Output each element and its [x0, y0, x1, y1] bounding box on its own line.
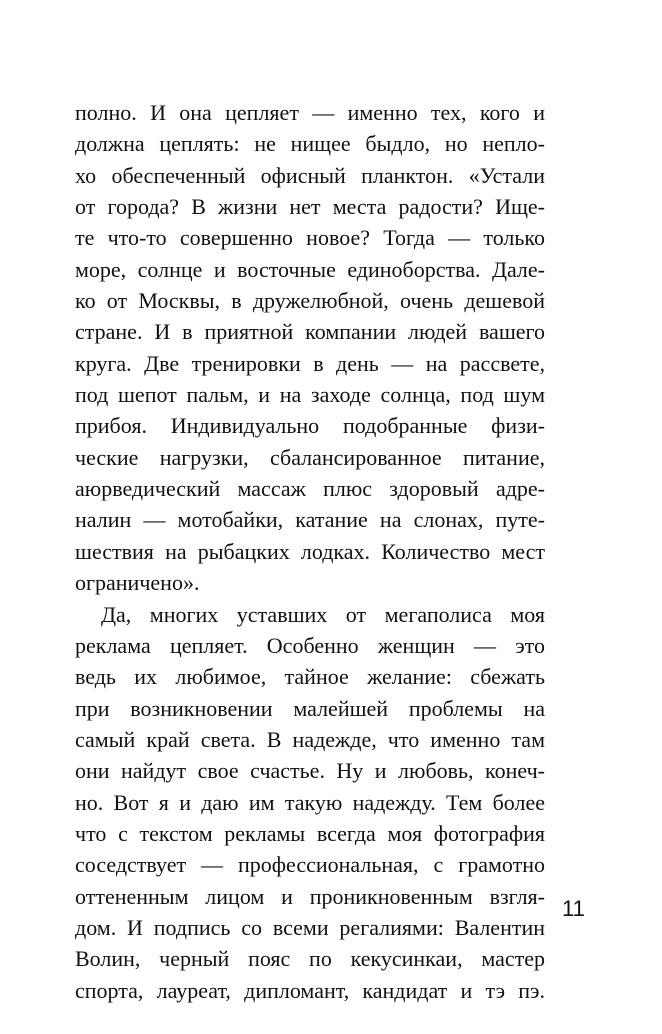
text-line: от города? В жизни нет места радости? Ище-	[75, 194, 545, 220]
text-line: самый край света. В надежде, что именно там	[75, 726, 545, 752]
text-line: дом. И подпись со всеми регалиями: Валентин	[75, 914, 545, 940]
text-line: что с текстом рекламы всегда моя фотография	[75, 820, 545, 846]
text-line: Волин, черный пояс по кекусинкаи, мастер	[75, 946, 545, 972]
text-line: круга. Две тренировки в день — на рассвете,	[75, 350, 545, 376]
text-line: соседствует — профессиональная, с грамотно	[75, 852, 545, 878]
text-line: ведь их любимое, тайное желание: сбежать	[75, 664, 545, 690]
text-line: они найдут свое счастье. Ну и любовь, конеч-	[75, 758, 545, 784]
text-line: спорта, лауреат, дипломант, кандидат и тэ пэ.	[75, 977, 545, 1003]
text-line: хо обеспеченный офисный планктон. «Устали	[75, 162, 545, 188]
text-line: под шепот пальм, и на заходе солнца, под шум	[75, 382, 545, 408]
text-line: Да, многих уставших от мегаполиса моя	[101, 601, 545, 627]
text-line: реклама цепляет. Особенно женщин — это	[75, 632, 545, 658]
text-line: ческие нагрузки, сбалансированное питание,	[75, 444, 545, 470]
text-line: должна цеплять: не нищее быдло, но непло-	[75, 131, 545, 157]
text-line: оттененным лицом и проникновенным взгля-	[75, 883, 545, 909]
text-line: налин — мотобайки, катание на слонах, путе-	[75, 507, 545, 533]
paragraph-2	[75, 599, 545, 1006]
text-line: стране. И в приятной компании людей вашего	[75, 319, 545, 345]
text-line: но. Вот я и даю им такую надежду. Тем более	[75, 789, 545, 815]
text-line: те что-то совершенно новое? Тогда — только	[75, 225, 545, 251]
paragraph-1	[75, 97, 545, 599]
text-line: прибоя. Индивидуально подобранные физи-	[75, 413, 545, 439]
text-line: при возникновении малейшей проблемы на	[75, 695, 545, 721]
text-line: полно. И она цепляет — именно тех, кого и	[75, 100, 545, 125]
text-line: шествия на рыбацких лодках. Количество мест	[75, 538, 545, 564]
text-line: ко от Москвы, в дружелюбной, очень дешевой	[75, 288, 545, 314]
page-number: 11	[562, 896, 585, 921]
text-line: море, солнце и восточные единоборства. Дале-	[75, 256, 545, 282]
text-line: ограничено».	[75, 570, 200, 596]
body-text	[75, 97, 545, 1006]
text-line: аюрведический массаж плюс здоровый адре-	[75, 476, 545, 502]
